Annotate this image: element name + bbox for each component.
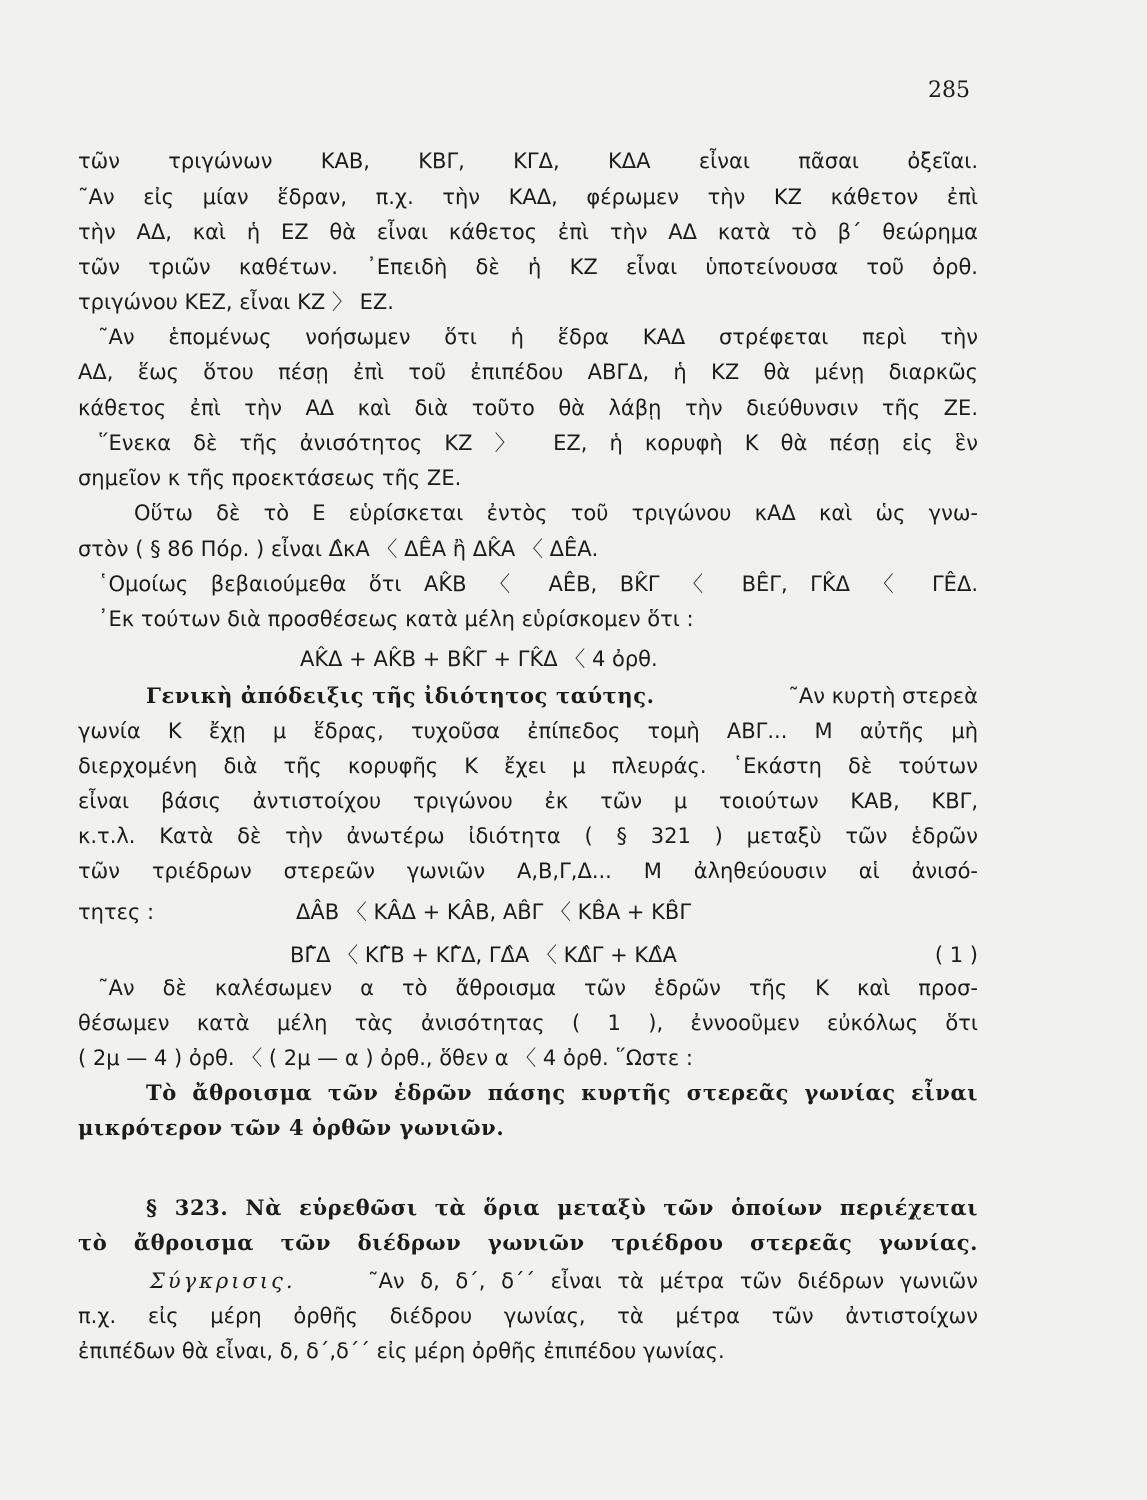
text-line: διερχομένη διὰ τῆς κορυφῆς Κ ἔχει μ πλευράς. ῾Εκάστη δὲ τούτων	[78, 754, 978, 778]
text-line: γωνία Κ ἔχῃ μ ἕδρας, τυχοῦσα ἐπίπεδος τομὴ ΑΒΓ... Μ αὐτῆς μὴ	[78, 719, 978, 743]
text-line: κάθετος ἐπὶ τὴν ΑΔ καὶ διὰ τοῦτο θὰ λάβῃ τὴν διεύθυνσιν τῆς ΖΕ.	[78, 396, 978, 420]
text-line: Οὕτω δὲ τὸ Ε εὑρίσκεται ἐντὸς τοῦ τριγώνου κΑΔ καὶ ὡς γνω-	[134, 501, 978, 525]
text-line: π.χ. εἰς μέρη ὀρθῆς διέδρου γωνίας, τὰ μέτρα τῶν ἀντιστοίχων	[78, 1304, 978, 1328]
page-number: 285	[928, 78, 970, 103]
spaced-label: Σύγκρισις.	[150, 1269, 296, 1293]
text-line: ˜Αν κυρτὴ στερεὰ	[788, 684, 978, 708]
text-line: ῾Ομοίως βεβαιούμεθα ὅτι ΑK̂Β 〈 ΑÊΒ, ΒK̂Γ 〈 ΒÊΓ, ΓK̂Δ 〈 ΓÊΔ.	[98, 572, 978, 596]
equation-line: ΑK̂Δ + ΑK̂Β + ΒK̂Γ + ΓK̂Δ 〈 4 ὀρθ.	[300, 647, 658, 671]
section-heading: § 323. Νὰ εὑρεθῶσι τὰ ὅρια μεταξὺ τῶν ὁποίων περιέχεται	[146, 1195, 978, 1220]
text-line: στὸν ( § 86 Πόρ. ) εἶναι Δ̂κΑ 〈 ΔÊΑ ἢ ΔK̂Α 〈 ΔÊΑ.	[78, 537, 599, 561]
section-heading: τὸ ἄθροισμα τῶν διέδρων γωνιῶν τριέδρου στερεᾶς γωνίας.	[78, 1230, 978, 1255]
equation-line: ΒΓ̂Δ 〈 ΚΓ̂Β + ΚΓ̂Δ, ΓΔ̂Α 〈 ΚΔ̂Γ + ΚΔ̂Α	[290, 943, 677, 967]
text-line: τριγώνου ΚΕΖ, εἶναι ΚΖ 〉 ΕΖ.	[78, 290, 394, 314]
text-line: θέσωμεν κατὰ μέλη τὰς ἀνισότητας ( 1 ), ἐννοοῦμεν εὐκόλως ὅτι	[78, 1011, 978, 1035]
text-line: εἶναι βάσις ἀντιστοίχου τριγώνου ἐκ τῶν μ τοιούτων ΚΑΒ, ΚΒΓ,	[78, 789, 978, 813]
equation-number: ( 1 )	[934, 943, 978, 967]
text-line: ᾿Εκ τούτων διὰ προσθέσεως κατὰ μέλη εὑρίσκομεν ὅτι :	[98, 607, 694, 631]
text-line: σημεῖον κ τῆς προεκτάσεως τῆς ΖΕ.	[78, 466, 462, 490]
text-line: ῞Ενεκα δὲ τῆς ἀνισότητος ΚΖ 〉 ΕΖ, ἡ κορυφὴ Κ θὰ πέσῃ εἰς ἓν	[98, 431, 978, 455]
text-line: τῶν τριέδρων στερεῶν γωνιῶν Α,Β,Γ,Δ... Μ ἀληθεύουσιν αἱ ἀνισό-	[78, 859, 978, 883]
theorem-text: μικρότερον τῶν 4 ὀρθῶν γωνιῶν.	[78, 1115, 505, 1140]
text-line: ( 2μ — 4 ) ὀρθ. 〈 ( 2μ — α ) ὀρθ., ὅθεν α 〈 4 ὀρθ. ῞Ωστε :	[78, 1046, 693, 1070]
equation-line: ΔÂΒ 〈 ΚÂΔ + ΚÂΒ, ΑB̂Γ 〈 ΚB̂Α + ΚB̂Γ	[296, 900, 692, 924]
text-line: κ.τ.λ. Κατὰ δὲ τὴν ἀνωτέρω ἰδιότητα ( § 321 ) μεταξὺ τῶν ἑδρῶν	[78, 824, 978, 848]
text-line: τῶν τριγώνων ΚΑΒ, ΚΒΓ, ΚΓΔ, ΚΔΑ εἶναι πᾶσαι ὀξεῖαι.	[78, 149, 978, 173]
text-line: τητες :	[78, 900, 155, 924]
text-line: ˜Αν δὲ καλέσωμεν α τὸ ἄθροισμα τῶν ἑδρῶν τῆς Κ καὶ προσ-	[98, 976, 978, 1000]
text-line: ˜Αν δ, δ΄, δ΄΄ εἶναι τὰ μέτρα τῶν διέδρων γωνιῶν	[368, 1269, 978, 1293]
text-line: ἐπιπέδων θὰ εἶναι, δ, δ΄,δ΄΄ εἰς μέρη ὀρθῆς ἐπιπέδου γωνίας.	[78, 1339, 725, 1363]
text-line: ˜Αν εἰς μίαν ἕδραν, π.χ. τὴν ΚΑΔ, φέρωμεν τὴν ΚΖ κάθετον ἐπὶ	[78, 185, 978, 209]
theorem-text: Τὸ ἄθροισμα τῶν ἑδρῶν πάσης κυρτῆς στερεᾶς γωνίας εἶναι	[146, 1080, 978, 1105]
text-line: τῶν τριῶν καθέτων. ᾿Επειδὴ δὲ ἡ ΚΖ εἶναι ὑποτείνουσα τοῦ ὀρθ.	[78, 255, 978, 279]
text-line: τὴν ΑΔ, καὶ ἡ ΕΖ θὰ εἶναι κάθετος ἐπὶ τὴν ΑΔ κατὰ τὸ β΄ θεώρημα	[78, 220, 978, 244]
section-heading: Γενικὴ ἀπόδειξις τῆς ἰδιότητος ταύτης.	[146, 683, 655, 708]
text-line: ˜Αν ἑπομένως νοήσωμεν ὅτι ἡ ἕδρα ΚΑΔ στρέφεται περὶ τὴν	[98, 325, 978, 349]
text-line: ΑΔ, ἕως ὅτου πέσῃ ἐπὶ τοῦ ἐπιπέδου ΑΒΓΔ, ἡ ΚΖ θὰ μένῃ διαρκῶς	[78, 360, 978, 384]
